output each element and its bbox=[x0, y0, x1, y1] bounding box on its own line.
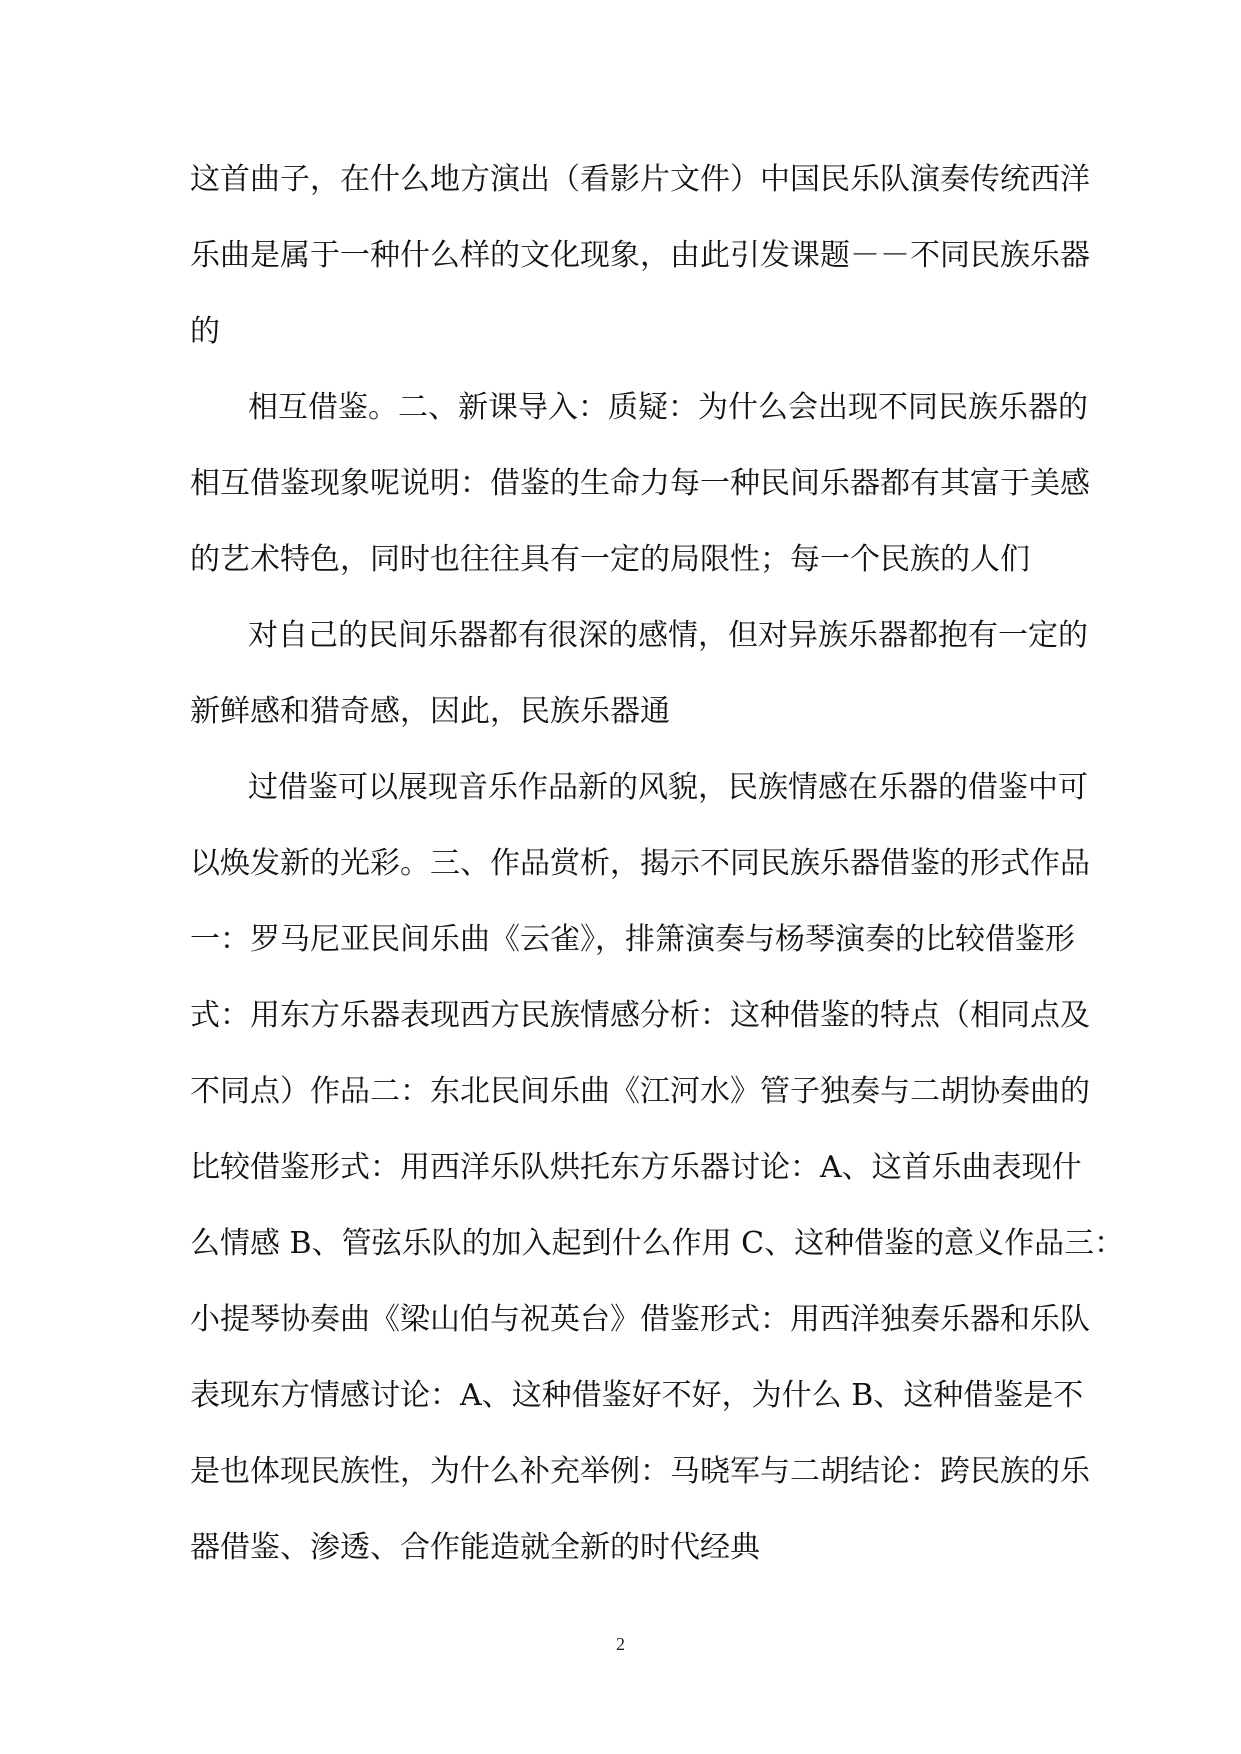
text-line-2: 乐曲是属于一种什么样的文化现象，由此引发课题－－不同民族乐器 bbox=[190, 238, 1090, 273]
text-line-13: 不同点）作品二：东北民间乐曲《江河水》管子独奏与二胡协奏曲的 bbox=[190, 1074, 1090, 1109]
text-line-10: 以焕发新的光彩。三、作品赏析，揭示不同民族乐器借鉴的形式作品 bbox=[190, 846, 1090, 881]
text-line-18: 是也体现民族性，为什么补充举例：马晓军与二胡结论：跨民族的乐 bbox=[190, 1454, 1090, 1489]
text-line-15: 么情感 B、管弦乐队的加入起到什么作用 C、这种借鉴的意义作品三： bbox=[190, 1226, 1125, 1261]
text-line-16: 小提琴协奏曲《梁山伯与祝英台》借鉴形式：用西洋独奏乐器和乐队 bbox=[190, 1302, 1090, 1337]
text-line-12: 式：用东方乐器表现西方民族情感分析：这种借鉴的特点（相同点及 bbox=[190, 998, 1090, 1033]
text-line-1: 这首曲子，在什么地方演出（看影片文件）中国民乐队演奏传统西洋 bbox=[190, 162, 1090, 197]
text-line-7: 对自己的民间乐器都有很深的感情，但对异族乐器都抱有一定的 bbox=[248, 618, 1088, 653]
text-line-4: 相互借鉴。二、新课导入：质疑：为什么会出现不同民族乐器的 bbox=[248, 390, 1088, 425]
text-line-11: 一：罗马尼亚民间乐曲《云雀》，排箫演奏与杨琴演奏的比较借鉴形 bbox=[190, 922, 1075, 957]
text-line-19: 器借鉴、渗透、合作能造就全新的时代经典 bbox=[190, 1530, 760, 1565]
text-line-6: 的艺术特色，同时也往往具有一定的局限性；每一个民族的人们 bbox=[190, 542, 1030, 577]
text-line-5: 相互借鉴现象呢说明：借鉴的生命力每一种民间乐器都有其富于美感 bbox=[190, 466, 1090, 501]
text-line-17: 表现东方情感讨论：A、这种借鉴好不好，为什么 B、这种借鉴是不 bbox=[190, 1378, 1084, 1413]
text-line-8: 新鲜感和猎奇感，因此，民族乐器通 bbox=[190, 694, 670, 729]
text-line-9: 过借鉴可以展现音乐作品新的风貌，民族情感在乐器的借鉴中可 bbox=[248, 770, 1088, 805]
text-line-14: 比较借鉴形式：用西洋乐队烘托东方乐器讨论：A、这首乐曲表现什 bbox=[190, 1150, 1082, 1185]
body-text bbox=[190, 142, 1125, 1586]
text-line-3: 的 bbox=[190, 314, 220, 349]
page-number: 2 bbox=[616, 1634, 625, 1654]
